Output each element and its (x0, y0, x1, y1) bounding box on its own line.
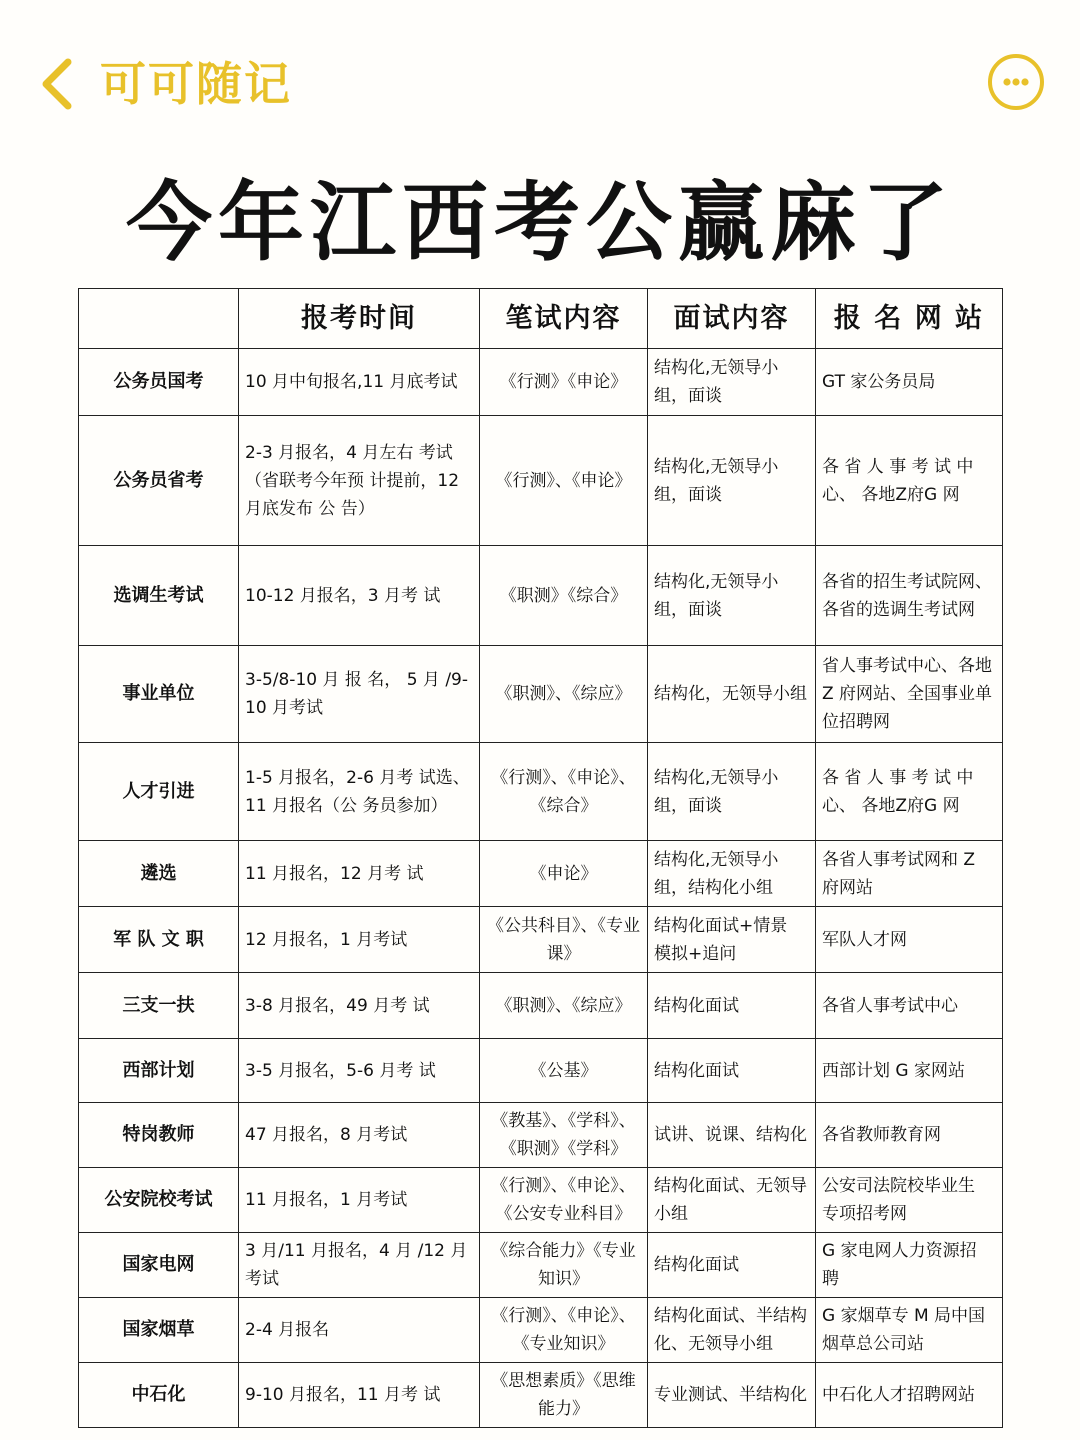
row-site: G 家电网人力资源招 聘 (816, 1233, 1003, 1298)
row-site: 中石化人才招聘网站 (816, 1363, 1003, 1428)
row-written: 《职测》、《综应》 (480, 973, 648, 1039)
header-written: 笔试内容 (480, 289, 648, 349)
row-written: 《申论》 (480, 841, 648, 907)
table-row (79, 1298, 1003, 1363)
row-time: 10 月中旬报名,11 月底考试 (239, 349, 480, 416)
table-row (79, 1039, 1003, 1103)
more-dots-icon (992, 58, 1040, 106)
row-written: 《公共科目》、《专业 课》 (480, 907, 648, 973)
row-interview: 结构化面试+情景 模拟+追问 (648, 907, 816, 973)
row-time: 11 月报名，1 月考试 (239, 1168, 480, 1233)
row-interview: 结构化面试 (648, 973, 816, 1039)
row-category: 事业单位 (79, 646, 239, 743)
row-time: 12 月报名，1 月考试 (239, 907, 480, 973)
row-time: 1-5 月报名，2-6 月考 试选、11 月报名（公 务员参加） (239, 743, 480, 841)
table-row (79, 973, 1003, 1039)
exam-table (78, 288, 1003, 1428)
row-written: 《职测》《综合》 (480, 546, 648, 646)
row-time: 2-4 月报名 (239, 1298, 480, 1363)
table-row (79, 1168, 1003, 1233)
row-written: 《行测》、《申论》、《专业知识》 (480, 1298, 648, 1363)
headline: 今年江西考公赢麻了 (126, 173, 954, 273)
row-site: 公安司法院校毕业生 专项招考网 (816, 1168, 1003, 1233)
row-time: 10-12 月报名，3 月考 试 (239, 546, 480, 646)
table-row (79, 1233, 1003, 1298)
row-interview: 结构化，无领导小组 (648, 646, 816, 743)
row-time: 3-8 月报名，49 月考 试 (239, 973, 480, 1039)
row-time: 11 月报名，12 月考 试 (239, 841, 480, 907)
chevron-left-icon (36, 56, 80, 112)
row-category: 遴选 (79, 841, 239, 907)
row-category: 公安院校考试 (79, 1168, 239, 1233)
table-row (79, 1363, 1003, 1428)
row-category: 军 队 文 职 (79, 907, 239, 973)
app-title: 可可随记 (100, 57, 292, 111)
row-site: 军队人才网 (816, 907, 1003, 973)
row-written: 《思想素质》《思维能力》 (480, 1363, 648, 1428)
row-category: 中石化 (79, 1363, 239, 1428)
row-category: 特岗教师 (79, 1103, 239, 1168)
row-written: 《综合能力》《专业知识》 (480, 1233, 648, 1298)
table-row (79, 841, 1003, 907)
header-interview: 面试内容 (648, 289, 816, 349)
row-category: 三支一扶 (79, 973, 239, 1039)
row-site: 各省教师教育网 (816, 1103, 1003, 1168)
row-category: 国家电网 (79, 1233, 239, 1298)
table-row (79, 416, 1003, 546)
table-row (79, 546, 1003, 646)
header-row (79, 289, 1003, 349)
table-row (79, 646, 1003, 743)
row-time: 3-5 月报名，5-6 月考 试 (239, 1039, 480, 1103)
row-site: 各 省 人 事 考 试 中 心、 各地Z府G 网 (816, 416, 1003, 546)
header-corner (79, 289, 239, 349)
row-written: 《行测》、《申论》、《综合》 (480, 743, 648, 841)
table-row (79, 743, 1003, 841)
row-interview: 结构化,无领导小组，面谈 (648, 546, 816, 646)
row-site: 各省人事考试网和 Z 府网站 (816, 841, 1003, 907)
row-category: 选调生考试 (79, 546, 239, 646)
row-written: 《公基》 (480, 1039, 648, 1103)
row-written: 《行测》、《申论》 (480, 416, 648, 546)
row-written: 《职测》、《综应》 (480, 646, 648, 743)
row-site: 各省人事考试中心 (816, 973, 1003, 1039)
row-interview: 专业测试、半结构化 (648, 1363, 816, 1428)
table-row (79, 349, 1003, 416)
row-interview: 结构化面试 (648, 1039, 816, 1103)
row-interview: 结构化面试 (648, 1233, 816, 1298)
row-category: 西部计划 (79, 1039, 239, 1103)
row-time: 47 月报名，8 月考试 (239, 1103, 480, 1168)
row-time: 3 月/11 月报名，4 月 /12 月考试 (239, 1233, 480, 1298)
header-time: 报考时间 (239, 289, 480, 349)
row-time: 9-10 月报名，11 月考 试 (239, 1363, 480, 1428)
row-interview: 结构化,无领导小组，结构化小组 (648, 841, 816, 907)
top-bar (0, 0, 1080, 170)
row-time: 2-3 月报名，4 月左右 考试（省联考今年预 计提前，12 月底发布 公 告） (239, 416, 480, 546)
row-interview: 结构化,无领导小组，面谈 (648, 349, 816, 416)
row-site: 各 省 人 事 考 试 中 心、 各地Z府G 网 (816, 743, 1003, 841)
row-written: 《行测》、《申论》、《公安专业科目》 (480, 1168, 648, 1233)
header-site: 报 名 网 站 (816, 289, 1003, 349)
row-category: 国家烟草 (79, 1298, 239, 1363)
table-row (79, 1103, 1003, 1168)
row-written: 《行测》《申论》 (480, 349, 648, 416)
row-interview: 结构化面试、无领导小组 (648, 1168, 816, 1233)
row-written: 《教基》、《学科》、《职测》《学科》 (480, 1103, 648, 1168)
row-interview: 试讲、说课、结构化 (648, 1103, 816, 1168)
row-category: 公务员省考 (79, 416, 239, 546)
row-site: GT 家公务员局 (816, 349, 1003, 416)
row-site: G 家烟草专 M 局中国烟草总公司站 (816, 1298, 1003, 1363)
table-row (79, 907, 1003, 973)
more-button[interactable] (988, 54, 1044, 110)
row-interview: 结构化面试、半结构化、无领导小组 (648, 1298, 816, 1363)
row-interview: 结构化,无领导小组，面谈 (648, 416, 816, 546)
row-site: 西部计划 G 家网站 (816, 1039, 1003, 1103)
back-button[interactable] (36, 56, 80, 112)
row-category: 人才引进 (79, 743, 239, 841)
row-time: 3-5/8-10 月 报 名， 5 月 /9-10 月考试 (239, 646, 480, 743)
row-site: 各省的招生考试院网、各省的选调生考试网 (816, 546, 1003, 646)
row-site: 省人事考试中心、各地 Z 府网站、全国事业单位招聘网 (816, 646, 1003, 743)
row-interview: 结构化,无领导小组，面谈 (648, 743, 816, 841)
row-category: 公务员国考 (79, 349, 239, 416)
